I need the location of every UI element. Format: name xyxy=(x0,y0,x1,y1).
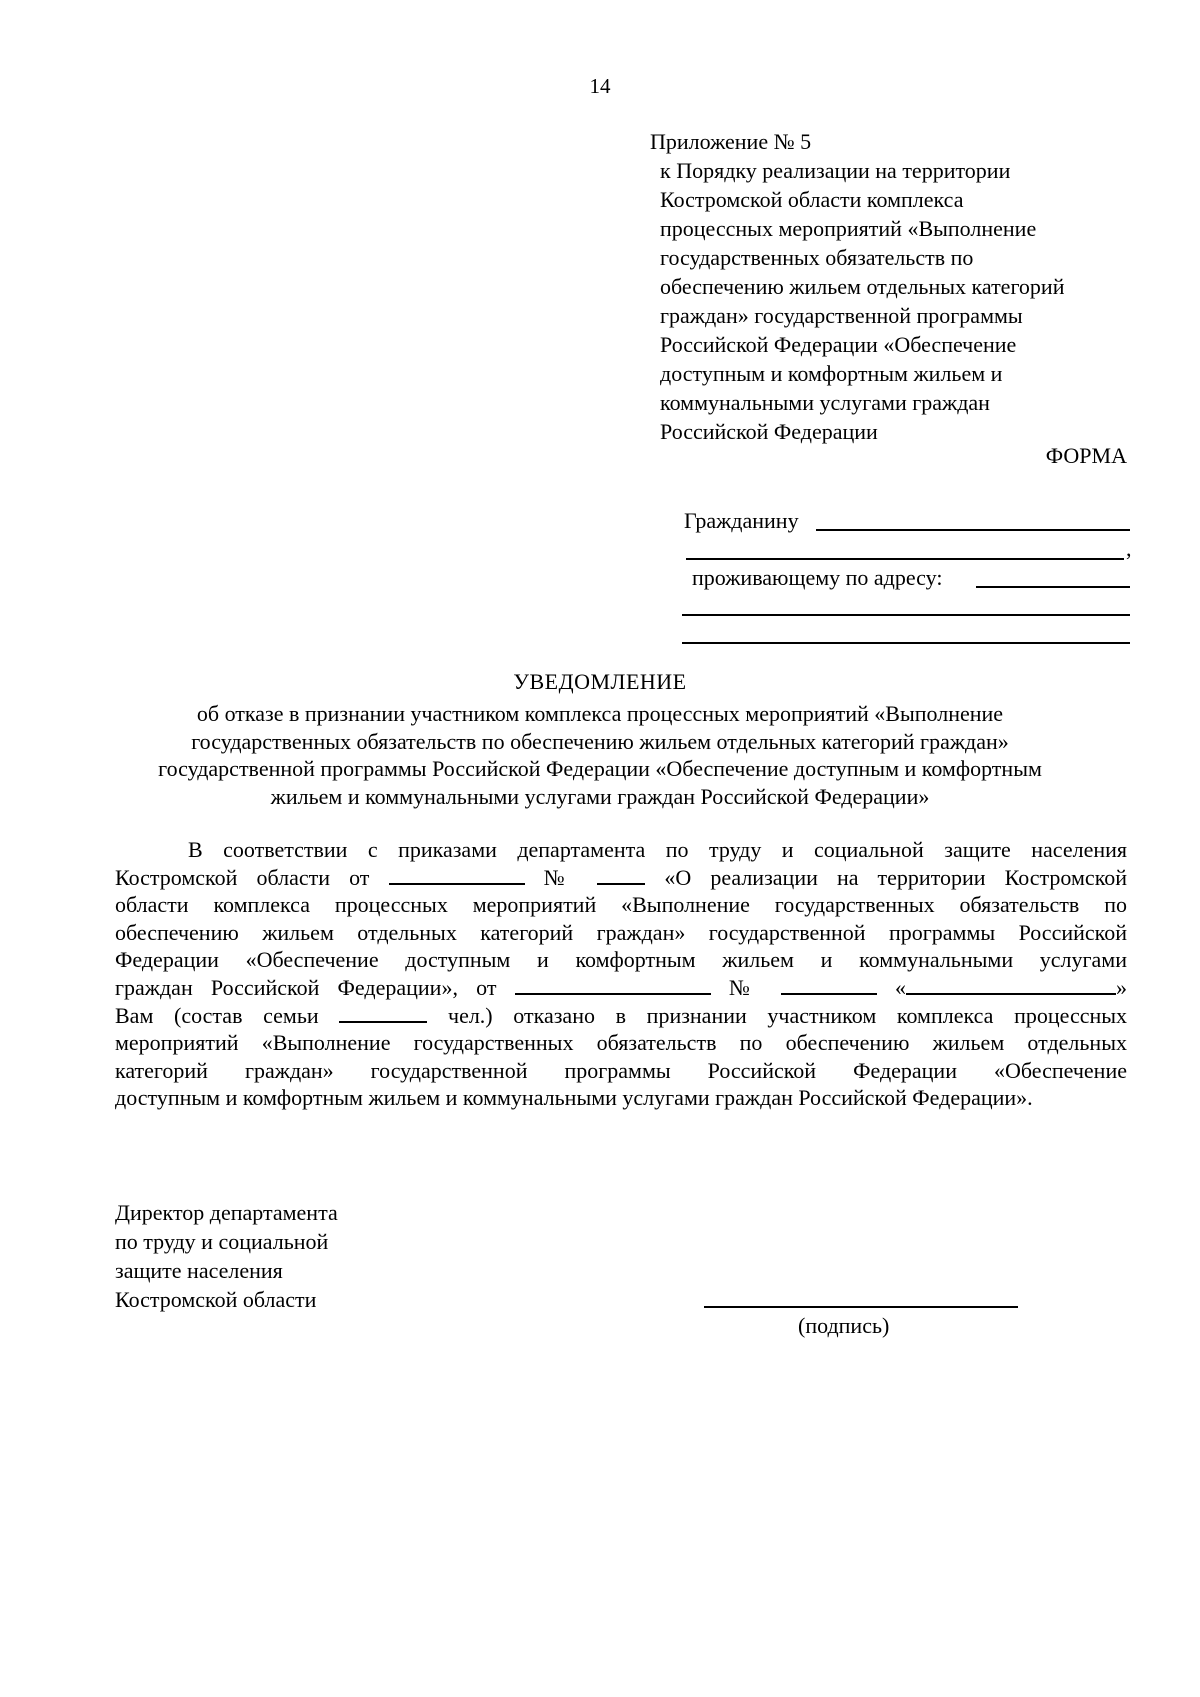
appendix-line: Российской Федерации «Обеспечение xyxy=(660,332,1017,357)
subtitle-line: жильем и коммунальными услугами граждан Российской Федерации» xyxy=(270,783,930,809)
family-size-field[interactable] xyxy=(339,1003,427,1023)
appendix-line: государственных обязательств по xyxy=(660,245,974,270)
appendix-line: доступным и комфортным жильем и xyxy=(660,361,1003,386)
body-line: категорий граждан» государственной программы Российской Федерации «Обеспечение xyxy=(115,1057,1127,1083)
body-line: В соответствии с приказами департамента по труду и социальной защите населения xyxy=(188,837,1127,862)
appendix-line: коммунальными услугами граждан xyxy=(660,390,990,415)
subtitle-line: государственных обязательств по обеспечению жильем отдельных категорий граждан» xyxy=(191,728,1009,754)
body-line xyxy=(115,974,1127,1002)
signatory-line: по труду и социальной xyxy=(115,1229,329,1254)
body-text: чел.) отказано в признании участником комплекса процессных xyxy=(448,1002,1128,1028)
citizen-label: Гражданину xyxy=(684,508,799,533)
citizen-name-field-2[interactable] xyxy=(686,558,1124,560)
appendix-line: обеспечению жильем отдельных категорий xyxy=(660,274,1065,299)
order-date-field[interactable] xyxy=(389,865,525,885)
address-field[interactable] xyxy=(976,586,1130,588)
body-text: Вам (состав семьи xyxy=(115,1002,319,1028)
order-number-field[interactable] xyxy=(597,865,645,885)
open-quote: « xyxy=(895,974,906,1000)
body-text: граждан Российской Федерации», от xyxy=(115,974,497,1000)
appendix-line: Российской Федерации xyxy=(660,419,878,444)
appendix-line: Костромской области комплекса xyxy=(660,187,964,212)
subtitle-line: об отказе в признании участником комплекса процессных мероприятий «Выполнение xyxy=(196,701,1004,726)
comma: , xyxy=(1126,536,1132,561)
decision-title-group xyxy=(895,975,1127,1000)
signatory-line: Директор департамента xyxy=(115,1200,338,1225)
signatory-block xyxy=(115,1198,338,1314)
appendix-title: Приложение № 5 xyxy=(650,129,812,154)
body-line xyxy=(115,1002,1127,1030)
signature-label: (подпись) xyxy=(798,1313,890,1338)
number-sign: № xyxy=(728,974,763,1000)
address-label: проживающему по адресу: xyxy=(692,565,943,590)
address-field-2[interactable] xyxy=(682,614,1130,616)
citizen-name-field[interactable] xyxy=(816,529,1130,531)
address-field-3[interactable] xyxy=(682,642,1130,644)
body-line: мероприятий «Выполнение государственных обязательств по обеспечению жильем отдельных xyxy=(115,1030,1127,1056)
body-text: Костромской области от xyxy=(115,864,370,890)
body-line xyxy=(115,864,1127,892)
page-number: 14 xyxy=(589,74,611,98)
appendix-line: к Порядку реализации на территории xyxy=(660,158,1011,183)
body-line: доступным и комфортным жильем и коммунальными услугами граждан Российской Федерации». xyxy=(115,1085,1033,1111)
appendix-block xyxy=(650,127,1130,446)
body-text: «О реализации на территории Костромской xyxy=(664,864,1128,890)
form-label: ФОРМА xyxy=(1045,443,1127,468)
appendix-line: процессных мероприятий «Выполнение xyxy=(660,216,1037,241)
signatory-line: Костромской области xyxy=(115,1287,317,1312)
number-sign: № xyxy=(543,864,579,890)
body-paragraph xyxy=(115,836,1127,1112)
body-line: Федерации «Обеспечение доступным и комфортным жильем и коммунальными услугами xyxy=(115,947,1127,973)
subtitle-line: государственной программы Российской Федерации «Обеспечение доступным и комфортным xyxy=(158,756,1042,781)
signatory-line: защите населения xyxy=(115,1258,283,1283)
decision-date-field[interactable] xyxy=(515,975,711,995)
close-quote: » xyxy=(1116,974,1127,1000)
decision-number-field[interactable] xyxy=(781,975,877,995)
signature-field[interactable] xyxy=(704,1306,1018,1308)
notice-subtitle xyxy=(100,700,1100,810)
decision-title-field[interactable] xyxy=(906,975,1116,995)
appendix-line: граждан» государственной программы xyxy=(660,303,1023,328)
body-line: области комплекса процессных мероприятий «Выполнение государственных обязательств по xyxy=(115,892,1127,918)
body-line: обеспечению жильем отдельных категорий граждан» государственной программы Российской xyxy=(115,919,1127,945)
notice-title: УВЕДОМЛЕНИЕ xyxy=(513,669,687,694)
